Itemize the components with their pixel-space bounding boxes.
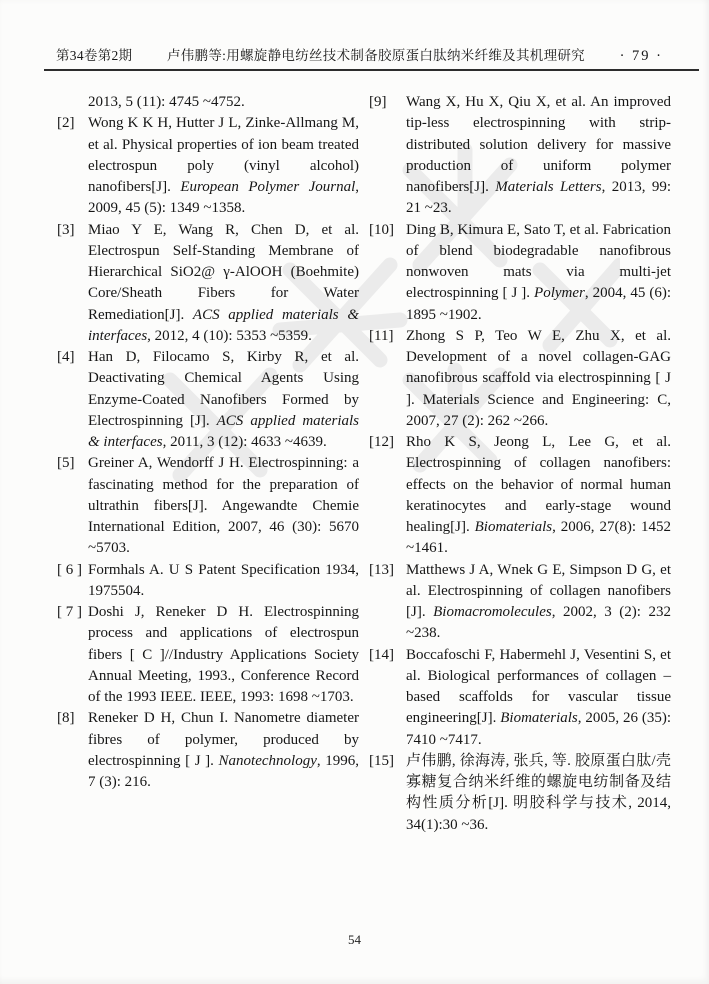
reference-item (57, 708, 359, 793)
header-rule (44, 69, 699, 71)
ref-label: [4] (57, 349, 75, 365)
ref-label: [ 7 ] (57, 604, 82, 620)
ref-column-left (57, 92, 359, 836)
ref-text: 2013, 5 (11): 4745 ~4752. (88, 94, 245, 110)
ref-label: [ 6 ] (57, 561, 82, 578)
ref-text: Zhong S P, Teo W E, Zhu X, et al. Development of a novel collagen-GAG nanofibrous scaffold via electrospinning [ J ]. Materials Science and Engineering: C, 2007, 27 (2): 262 ~266. (406, 327, 671, 429)
reference-item (369, 92, 671, 220)
reference-item (369, 326, 671, 432)
reference-item (369, 751, 671, 836)
reference-item (369, 220, 671, 326)
ref-text: Rho K S, Jeong L, Lee G, et al. Electrospinning of collagen nanofibers: effects on the behavior of normal human keratinocytes and early-stage wound healing[J]. Biomaterials, 2006, 27(8): 1452 ~1461. (406, 434, 671, 557)
ref-label: [3] (57, 221, 75, 238)
reference-item (57, 453, 359, 559)
ref-text: Han D, Filocamo S, Kirby R, et al. Deactivating Chemical Agents Using Enzyme-Coated Nanofibers Formed by Electrospinning [J]. ACS applied materials & interfaces, 2011, 3 (12): 4633 ~4639. (88, 349, 360, 450)
header-running-title: 卢伟鹏等:用螺旋静电纺丝技术制备胶原蛋白肽纳米纤维及其机理研究 (166, 48, 585, 63)
reference-item (57, 220, 359, 348)
header-issue: 第34卷第2期 (56, 48, 133, 63)
reference-item (57, 602, 359, 708)
page-number: 54 (348, 932, 361, 947)
reference-item (57, 560, 359, 603)
ref-text: Boccafoschi F, Habermehl J, Vesentini S, et al. Biological performances of collagen – based scaffolds for vascular tissue engineering[J]. Biomaterials, 2005, 26 (35): 7410 ~7417. (406, 646, 671, 748)
ref-label: [9] (369, 94, 387, 110)
reference-item (57, 113, 359, 219)
reference-item (369, 432, 671, 560)
page-header (56, 44, 663, 65)
ref-label: [11] (369, 327, 394, 344)
ref-label: [12] (369, 434, 394, 450)
ref-text: Formhals A. U S Patent Specification 1934, 1975504. (88, 561, 359, 599)
ref-text: Doshi J, Reneker D H. Electrospinning process and applications of electrospun fibers [ C ]//Industry Applications Society Annual Meeting, 1993., Conference Record of the 1993 IEEE. IEEE, 1993: 1698 ~1703. (88, 604, 359, 705)
reference-item (57, 347, 359, 453)
ref-text: Wong K K H, Hutter J L, Zinke-Allmang M, et al. Physical properties of ion beam treated electrospun poly (vinyl alcohol) nanofibers[J]. European Polymer Journal, 2009, 45 (5): 1349 ~1358. (88, 115, 359, 217)
ref-text: Ding B, Kimura E, Sato T, et al. Fabrication of blend biodegradable nanofibrous nonwoven mats via multi-jet electrospinning [ J ]. Polymer, 2004, 45 (6): 1895 ~1902. (406, 221, 671, 323)
ref-column-right (369, 92, 671, 836)
reference-item (369, 560, 671, 645)
ref-text: 卢伟鹏, 徐海涛, 张兵, 等. 胶原蛋白肽/壳寡糖复合纳米纤维的螺旋电纺制备及结构性质分析[J]. 明胶科学与技术, 2014, 34(1):30 ~36. (406, 752, 671, 833)
ref-label: [10] (369, 221, 394, 238)
ref-text: Matthews J A, Wnek G E, Simpson D G, et al. Electrospinning of collagen nanofibers [J]. Biomacromolecules, 2002, 3 (2): 232 ~238. (406, 561, 671, 642)
ref-text: Wang X, Hu X, Qiu X, et al. An improved tip-less electrospinning with strip-distributed solution delivery for massive production of uniform polymer nanofibers[J]. Materials Letters, 2013, 99: 21 ~23. (406, 94, 671, 217)
ref-text: Greiner A, Wendorff J H. Electrospinning: a fascinating method for the preparation of ultrathin fibers[J]. Angewandte Chemie International Edition, 2007, 46 (30): 5670 ~5703. (88, 455, 359, 557)
reference-item (369, 645, 671, 751)
ref-label: [2] (57, 115, 75, 132)
references-section (57, 92, 672, 836)
ref-label: [13] (369, 561, 394, 578)
header-page-marker: · 79 · (619, 48, 663, 64)
ref-text: Reneker D H, Chun I. Nanometre diameter fibres of polymer, produced by electrospinning [ J ]. Nanotechnology, 1996, 7 (3): 216. (88, 710, 359, 790)
ref-label: [14] (369, 646, 394, 663)
ref-label: [15] (369, 752, 394, 769)
ref-text: Miao Y E, Wang R, Chen D, et al. Electrospun Self-Standing Membrane of Hierarchical SiO2@ γ-AlOOH (Boehmite) Core/Sheath Fibers for Water Remediation[J]. ACS applied materials & interfaces, 2012, 4 (10): 5353 ~5359. (88, 221, 359, 344)
ref-label: [5] (57, 455, 75, 472)
ref-label: [8] (57, 710, 75, 727)
reference-item (57, 92, 359, 113)
